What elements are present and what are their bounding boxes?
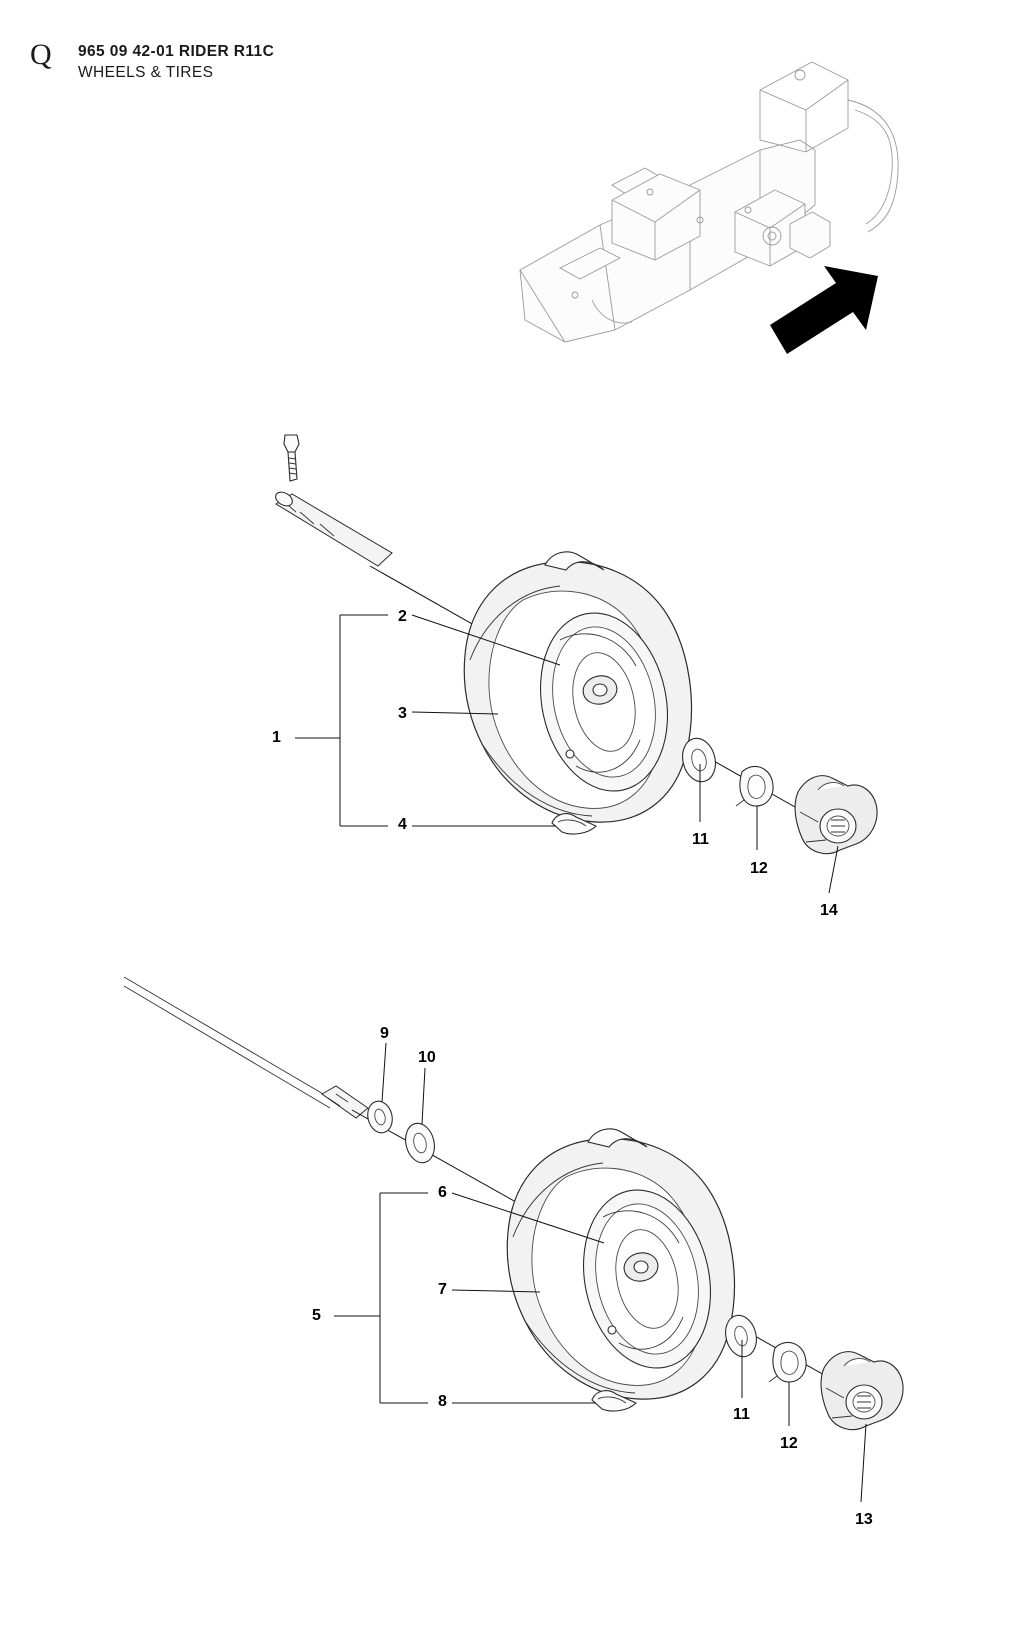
rear-washer-10 — [402, 1120, 439, 1166]
callout-12-rear[interactable]: 12 — [780, 1435, 798, 1452]
subtitle: WHEELS & TIRES — [78, 63, 214, 81]
callout-11-rear[interactable]: 11 — [733, 1406, 750, 1423]
front-leader-lines — [295, 615, 838, 893]
rear-axle-center-line — [352, 1110, 876, 1404]
title-block — [78, 42, 274, 84]
rear-clip-8 — [592, 1391, 636, 1411]
front-axle-bolt — [284, 435, 299, 481]
callout-3[interactable]: 3 — [398, 705, 407, 722]
callout-8[interactable]: 8 — [438, 1393, 447, 1410]
callout-4[interactable]: 4 — [398, 816, 407, 833]
callout-9[interactable]: 9 — [380, 1025, 389, 1042]
front-clip-4 — [552, 814, 596, 834]
front-axle-center-line — [370, 566, 832, 828]
callout-13[interactable]: 13 — [855, 1511, 873, 1528]
callout-6[interactable]: 6 — [438, 1184, 447, 1201]
callout-2[interactable]: 2 — [398, 608, 407, 625]
callout-11-front[interactable]: 11 — [692, 831, 709, 848]
chassis-thumbnail — [520, 62, 898, 342]
front-washer-11 — [678, 735, 720, 785]
rear-leader-lines — [334, 1043, 866, 1502]
rear-washer-9 — [364, 1099, 395, 1136]
callout-12-front[interactable]: 12 — [750, 860, 768, 877]
section-letter: Q — [30, 38, 52, 71]
callout-14[interactable]: 14 — [820, 902, 838, 919]
front-tire — [464, 552, 691, 822]
part-number-title: 965 09 42-01 RIDER R11C — [78, 43, 275, 60]
front-hub-cap-14 — [795, 776, 877, 854]
callout-1[interactable]: 1 — [272, 729, 281, 746]
callout-5[interactable]: 5 — [312, 1307, 321, 1324]
rear-frame-tube — [124, 977, 368, 1118]
callout-10[interactable]: 10 — [418, 1049, 436, 1066]
direction-arrow — [770, 266, 878, 354]
rear-hub-cap-13 — [821, 1352, 903, 1430]
rear-tire — [507, 1129, 734, 1399]
callout-7[interactable]: 7 — [438, 1281, 447, 1298]
rear-washer-11 — [721, 1312, 760, 1360]
front-axle-shaft — [273, 489, 392, 566]
rear-retainer-12 — [769, 1342, 806, 1382]
front-retainer-12 — [736, 766, 773, 806]
